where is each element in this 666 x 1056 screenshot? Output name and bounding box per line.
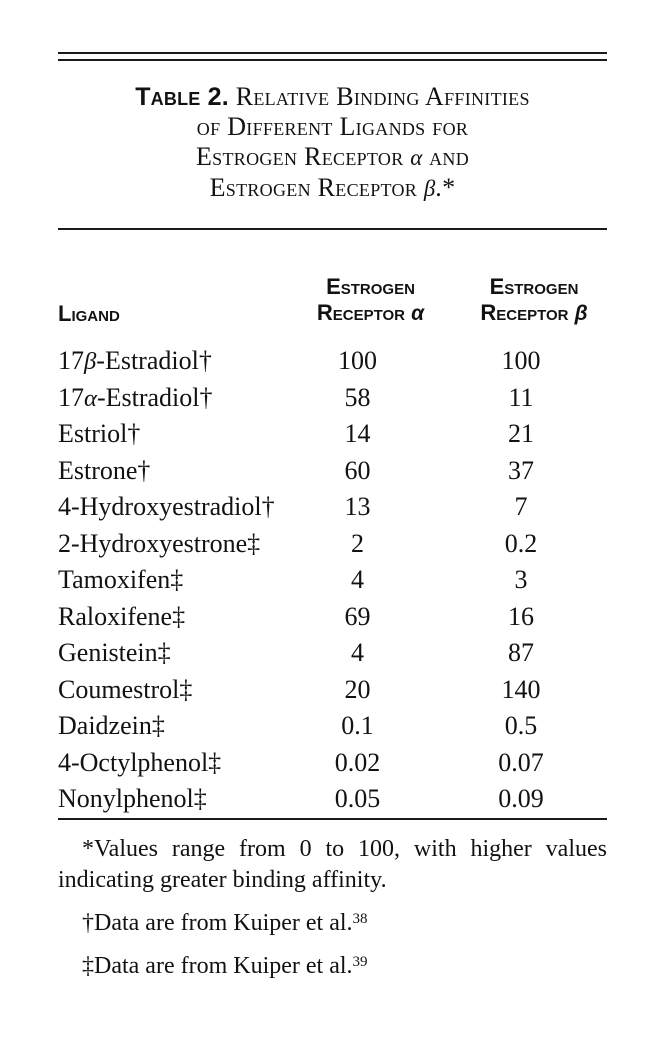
er-alpha-value: 69 — [344, 601, 371, 631]
table-row — [58, 380, 607, 417]
er-beta-value: 0.5 — [504, 711, 538, 740]
greek-letter: α — [84, 384, 97, 412]
reference-superscript: 38 — [352, 910, 368, 927]
title-line-3-suffix: and — [422, 142, 470, 171]
table2-card — [58, 52, 607, 982]
er-beta-header-line1: Estrogen — [489, 274, 579, 299]
ligand-cell: 4-Hydroxyestradiol† — [58, 492, 275, 521]
beta-symbol: β — [574, 302, 588, 325]
title-separator-rule — [58, 228, 607, 230]
er-beta-value: 0.07 — [498, 747, 544, 777]
er-alpha-value: 2 — [351, 528, 364, 558]
ligand-cell: Genistein‡ — [58, 638, 171, 667]
ligand-cell: 4-Octylphenol‡ — [58, 747, 222, 777]
title-line-1 — [58, 82, 607, 112]
er-beta-value: 21 — [508, 419, 534, 448]
footnote: *Values range from 0 to 100, with higher values indicating greater binding affinity. — [58, 835, 607, 893]
table-title — [58, 82, 607, 204]
er-alpha-value: 20 — [344, 674, 371, 704]
er-alpha-value: 58 — [344, 382, 371, 412]
title-line-2: of Different Ligands for — [196, 112, 469, 141]
er-beta-value: 7 — [514, 492, 528, 521]
table-header-row — [58, 274, 607, 327]
title-line-1-text: Relative Binding Affinities — [235, 82, 530, 111]
table-row — [58, 781, 607, 818]
ligand-cell: Tamoxifen‡ — [58, 565, 184, 594]
title-line-4-text: Estrogen Receptor — [209, 173, 424, 202]
table-row — [58, 708, 607, 745]
table-row — [58, 562, 607, 599]
er-beta-value: 100 — [501, 346, 541, 375]
er-beta-value: 11 — [508, 382, 534, 412]
table-body — [58, 343, 607, 818]
er-alpha-value: 100 — [338, 346, 377, 375]
er-alpha-value: 0.02 — [334, 747, 381, 777]
title-line-3 — [58, 142, 607, 173]
er-alpha-value: 60 — [344, 455, 371, 485]
er-alpha-value: 0.05 — [334, 784, 381, 813]
ligand-cell: Estrone† — [58, 455, 151, 485]
er-alpha-value: 13 — [344, 492, 371, 521]
er-alpha-value: 4 — [351, 638, 364, 667]
title-line-4-suffix: .* — [435, 173, 456, 202]
table-row — [58, 635, 607, 672]
er-alpha-header-line1: Estrogen — [326, 274, 415, 299]
greek-letter: β — [84, 348, 97, 375]
er-alpha-value: 14 — [344, 419, 371, 448]
footnotes — [58, 834, 607, 982]
col-header-er-alpha — [293, 274, 448, 327]
er-beta-header-line2: Receptor — [480, 300, 575, 325]
ligand-cell: 17β-Estradiol† — [58, 346, 212, 375]
er-beta-value: 16 — [508, 601, 534, 631]
table-row — [58, 745, 607, 782]
table-row — [58, 672, 607, 709]
col-header-er-beta — [448, 274, 620, 327]
beta-symbol: β — [423, 176, 436, 201]
ligand-cell: Estriol† — [58, 419, 141, 448]
er-beta-value: 0.09 — [498, 784, 544, 813]
title-line-3-text: Estrogen Receptor — [195, 142, 411, 171]
er-beta-value: 0.2 — [504, 528, 538, 558]
ligand-cell: Raloxifene‡ — [58, 601, 186, 631]
er-beta-value: 140 — [501, 674, 541, 704]
footnote: †Data are from Kuiper et al.$^{38}$ — [82, 909, 368, 936]
footnote: ‡Data are from Kuiper et al.$^{39}$ — [82, 952, 368, 979]
er-beta-value: 37 — [508, 455, 534, 485]
er-alpha-value: 4 — [351, 565, 364, 594]
table-number-label: Table 2. — [135, 83, 229, 111]
er-alpha-header-line2: Receptor — [316, 300, 412, 325]
er-beta-value: 87 — [508, 638, 534, 667]
table-row — [58, 526, 607, 563]
ligand-cell: Daidzein‡ — [58, 711, 165, 740]
page — [0, 52, 666, 1056]
title-line-4 — [58, 173, 607, 204]
alpha-symbol: α — [411, 302, 425, 325]
ligand-cell: 17α-Estradiol† — [58, 382, 213, 412]
ligand-cell: Coumestrol‡ — [58, 674, 193, 704]
bottom-rule — [58, 818, 607, 820]
top-double-rule — [58, 52, 607, 61]
ligand-cell: Nonylphenol‡ — [58, 784, 207, 813]
er-alpha-value: 0.1 — [341, 711, 374, 740]
col-header-ligand: Ligand — [58, 301, 120, 326]
alpha-symbol: α — [410, 145, 423, 170]
er-beta-value: 3 — [514, 565, 528, 594]
ligand-cell: 2-Hydroxyestrone‡ — [58, 528, 261, 558]
table-row — [58, 599, 607, 636]
table-row — [58, 416, 607, 453]
table-row — [58, 489, 607, 526]
table-row — [58, 343, 607, 380]
table-row — [58, 453, 607, 490]
reference-superscript: 39 — [352, 953, 368, 970]
